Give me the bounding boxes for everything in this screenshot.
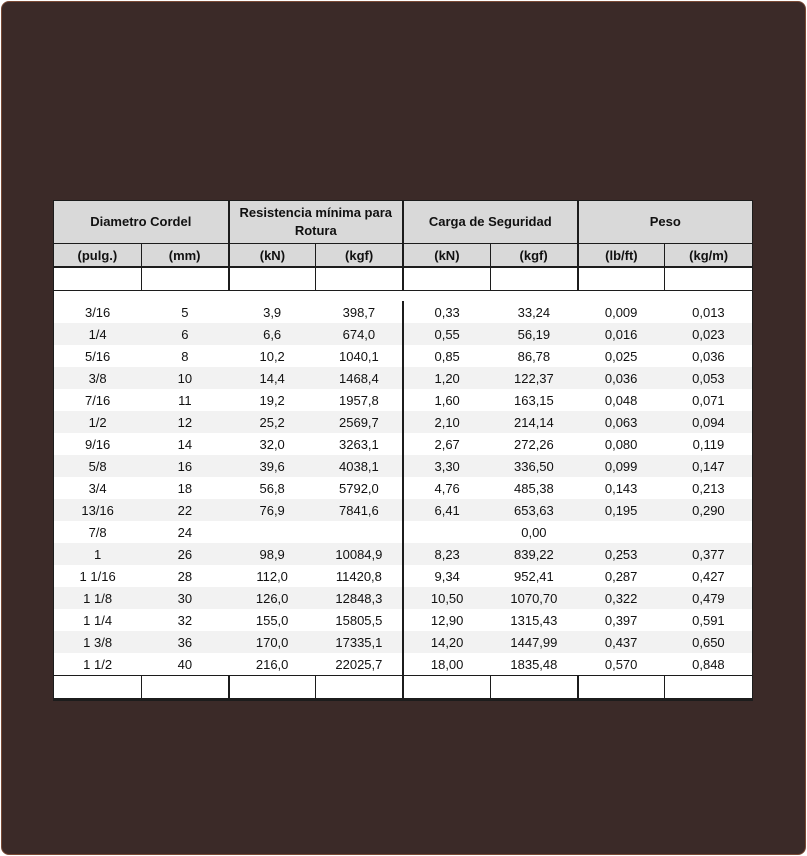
table-row <box>54 389 752 411</box>
table-cell: 18 <box>141 477 228 499</box>
table-row <box>54 301 752 323</box>
table-cell: 5792,0 <box>316 477 403 499</box>
table-cell: 1 1/2 <box>54 653 141 676</box>
table-cell: 0,195 <box>578 499 665 521</box>
header-peso: Peso <box>578 201 753 244</box>
spacer-row <box>54 676 752 700</box>
table-row <box>54 323 752 345</box>
table-cell: 10,2 <box>229 345 316 367</box>
rope-specs-table-sheet <box>53 200 753 701</box>
table-cell: 28 <box>141 565 228 587</box>
table-cell: 3/4 <box>54 477 141 499</box>
empty-cell <box>229 676 316 700</box>
table-row <box>54 565 752 587</box>
table-cell: 11 <box>141 389 228 411</box>
table-cell: 0,036 <box>665 345 752 367</box>
table-cell: 398,7 <box>316 301 403 323</box>
table-cell: 0,377 <box>665 543 752 565</box>
unit-header: (kg/m) <box>665 244 752 268</box>
table-cell: 6,6 <box>229 323 316 345</box>
table-cell: 1 3/8 <box>54 631 141 653</box>
table-cell: 155,0 <box>229 609 316 631</box>
table-cell: 0,591 <box>665 609 752 631</box>
table-row <box>54 345 752 367</box>
table-cell: 0,016 <box>578 323 665 345</box>
table-cell: 170,0 <box>229 631 316 653</box>
gap-row <box>54 291 752 302</box>
table-cell: 0,147 <box>665 455 752 477</box>
table-cell: 0,33 <box>403 301 490 323</box>
table-cell: 0,322 <box>578 587 665 609</box>
table-cell: 22 <box>141 499 228 521</box>
table-cell: 15805,5 <box>316 609 403 631</box>
table-cell: 3/16 <box>54 301 141 323</box>
table-cell: 0,290 <box>665 499 752 521</box>
table-cell: 5/8 <box>54 455 141 477</box>
table-cell <box>403 521 490 543</box>
table-row <box>54 653 752 676</box>
table-cell: 36 <box>141 631 228 653</box>
table-row <box>54 499 752 521</box>
table-cell <box>229 521 316 543</box>
table-cell: 0,397 <box>578 609 665 631</box>
empty-cell <box>665 676 752 700</box>
table-cell: 336,50 <box>490 455 577 477</box>
table-cell: 0,479 <box>665 587 752 609</box>
empty-cell <box>490 267 577 291</box>
empty-cell <box>316 676 403 700</box>
table-cell: 5/16 <box>54 345 141 367</box>
table-cell: 1957,8 <box>316 389 403 411</box>
table-cell: 0,253 <box>578 543 665 565</box>
table-cell: 0,080 <box>578 433 665 455</box>
table-cell: 0,287 <box>578 565 665 587</box>
table-cell: 1/2 <box>54 411 141 433</box>
table-cell: 18,00 <box>403 653 490 676</box>
table-row <box>54 543 752 565</box>
unit-header: (pulg.) <box>54 244 141 268</box>
table-cell: 9/16 <box>54 433 141 455</box>
table-cell: 0,036 <box>578 367 665 389</box>
table-body <box>54 267 752 699</box>
table-cell: 7841,6 <box>316 499 403 521</box>
table-cell: 86,78 <box>490 345 577 367</box>
table-cell: 1835,48 <box>490 653 577 676</box>
empty-cell <box>578 267 665 291</box>
empty-cell <box>403 676 490 700</box>
table-cell: 1 1/8 <box>54 587 141 609</box>
table-cell: 14,20 <box>403 631 490 653</box>
table-cell: 24 <box>141 521 228 543</box>
table-cell <box>665 521 752 543</box>
spacer-row <box>54 267 752 291</box>
table-cell: 16 <box>141 455 228 477</box>
table-cell: 0,009 <box>578 301 665 323</box>
table-cell: 12 <box>141 411 228 433</box>
table-cell: 6,41 <box>403 499 490 521</box>
empty-cell <box>316 267 403 291</box>
table-cell: 1 1/16 <box>54 565 141 587</box>
table-cell: 1447,99 <box>490 631 577 653</box>
unit-header: (lb/ft) <box>578 244 665 268</box>
empty-cell <box>665 267 752 291</box>
table-cell: 122,37 <box>490 367 577 389</box>
header-resistencia-rotura: Resistencia mínima para Rotura <box>229 201 404 244</box>
table-cell: 0,013 <box>665 301 752 323</box>
header-carga-seguridad: Carga de Seguridad <box>403 201 578 244</box>
table-cell: 839,22 <box>490 543 577 565</box>
table-cell: 25,2 <box>229 411 316 433</box>
table-cell: 32 <box>141 609 228 631</box>
empty-cell <box>141 267 228 291</box>
table-cell: 214,14 <box>490 411 577 433</box>
table-cell: 26 <box>141 543 228 565</box>
table-cell: 7/16 <box>54 389 141 411</box>
table-cell: 1,60 <box>403 389 490 411</box>
empty-cell <box>578 676 665 700</box>
table-cell: 5 <box>141 301 228 323</box>
table-cell: 0,094 <box>665 411 752 433</box>
empty-cell <box>141 676 228 700</box>
table-cell: 1/4 <box>54 323 141 345</box>
table-cell: 56,8 <box>229 477 316 499</box>
table-cell: 0,437 <box>578 631 665 653</box>
table-cell: 3263,1 <box>316 433 403 455</box>
table-cell: 1468,4 <box>316 367 403 389</box>
empty-cell <box>54 267 141 291</box>
table-cell: 30 <box>141 587 228 609</box>
table-cell: 112,0 <box>229 565 316 587</box>
unit-header: (kN) <box>229 244 316 268</box>
table-cell: 1 1/4 <box>54 609 141 631</box>
unit-header: (kgf) <box>316 244 403 268</box>
table-cell: 13/16 <box>54 499 141 521</box>
table-row <box>54 609 752 631</box>
table-cell: 8,23 <box>403 543 490 565</box>
table-cell: 14 <box>141 433 228 455</box>
table-cell: 40 <box>141 653 228 676</box>
table-cell: 0,071 <box>665 389 752 411</box>
table-cell: 0,053 <box>665 367 752 389</box>
table-cell: 0,063 <box>578 411 665 433</box>
table-cell: 4,76 <box>403 477 490 499</box>
table-cell: 22025,7 <box>316 653 403 676</box>
table-cell: 653,63 <box>490 499 577 521</box>
empty-cell <box>490 676 577 700</box>
gap-cell <box>54 291 752 302</box>
table-cell: 14,4 <box>229 367 316 389</box>
table-cell: 0,048 <box>578 389 665 411</box>
table-cell: 2,67 <box>403 433 490 455</box>
table-cell: 2,10 <box>403 411 490 433</box>
table-cell: 216,0 <box>229 653 316 676</box>
table-cell: 1070,70 <box>490 587 577 609</box>
empty-cell <box>54 676 141 700</box>
table-cell: 11420,8 <box>316 565 403 587</box>
unit-header: (kgf) <box>490 244 577 268</box>
table-cell: 9,34 <box>403 565 490 587</box>
table-cell: 19,2 <box>229 389 316 411</box>
table-cell: 163,15 <box>490 389 577 411</box>
table-cell: 0,650 <box>665 631 752 653</box>
table-cell: 39,6 <box>229 455 316 477</box>
table-cell: 1040,1 <box>316 345 403 367</box>
table-cell: 10,50 <box>403 587 490 609</box>
table-cell: 0,119 <box>665 433 752 455</box>
table-cell: 3,9 <box>229 301 316 323</box>
table-cell: 8 <box>141 345 228 367</box>
table-row <box>54 587 752 609</box>
table-cell: 0,099 <box>578 455 665 477</box>
empty-cell <box>229 267 316 291</box>
table-cell: 0,55 <box>403 323 490 345</box>
table-cell: 674,0 <box>316 323 403 345</box>
table-cell: 33,24 <box>490 301 577 323</box>
table-cell: 12848,3 <box>316 587 403 609</box>
table-cell: 32,0 <box>229 433 316 455</box>
table-row <box>54 433 752 455</box>
table-cell: 17335,1 <box>316 631 403 653</box>
table-cell: 0,023 <box>665 323 752 345</box>
table-cell: 1315,43 <box>490 609 577 631</box>
empty-cell <box>403 267 490 291</box>
table-cell: 485,38 <box>490 477 577 499</box>
table-cell: 1 <box>54 543 141 565</box>
table-cell: 952,41 <box>490 565 577 587</box>
table-row <box>54 521 752 543</box>
unit-header: (mm) <box>141 244 228 268</box>
table-cell: 12,90 <box>403 609 490 631</box>
table-cell: 7/8 <box>54 521 141 543</box>
table-cell: 6 <box>141 323 228 345</box>
table-cell: 3,30 <box>403 455 490 477</box>
table-cell: 56,19 <box>490 323 577 345</box>
unit-header-row <box>54 244 752 268</box>
table-row <box>54 631 752 653</box>
table-row <box>54 367 752 389</box>
table-cell: 10 <box>141 367 228 389</box>
table-cell <box>316 521 403 543</box>
table-cell: 1,20 <box>403 367 490 389</box>
rope-specs-table <box>54 201 752 700</box>
table-cell: 0,570 <box>578 653 665 676</box>
table-row <box>54 411 752 433</box>
table-cell: 98,9 <box>229 543 316 565</box>
table-cell: 0,143 <box>578 477 665 499</box>
table-cell <box>578 521 665 543</box>
table-row <box>54 477 752 499</box>
table-cell: 3/8 <box>54 367 141 389</box>
table-cell: 0,848 <box>665 653 752 676</box>
table-cell: 0,85 <box>403 345 490 367</box>
table-cell: 126,0 <box>229 587 316 609</box>
table-row <box>54 455 752 477</box>
header-diametro-cordel: Diametro Cordel <box>54 201 229 244</box>
table-cell: 2569,7 <box>316 411 403 433</box>
table-cell: 76,9 <box>229 499 316 521</box>
table-cell: 0,427 <box>665 565 752 587</box>
table-cell: 0,213 <box>665 477 752 499</box>
table-cell: 0,025 <box>578 345 665 367</box>
table-cell: 4038,1 <box>316 455 403 477</box>
table-cell: 0,00 <box>490 521 577 543</box>
table-cell: 272,26 <box>490 433 577 455</box>
unit-header: (kN) <box>403 244 490 268</box>
table-cell: 10084,9 <box>316 543 403 565</box>
